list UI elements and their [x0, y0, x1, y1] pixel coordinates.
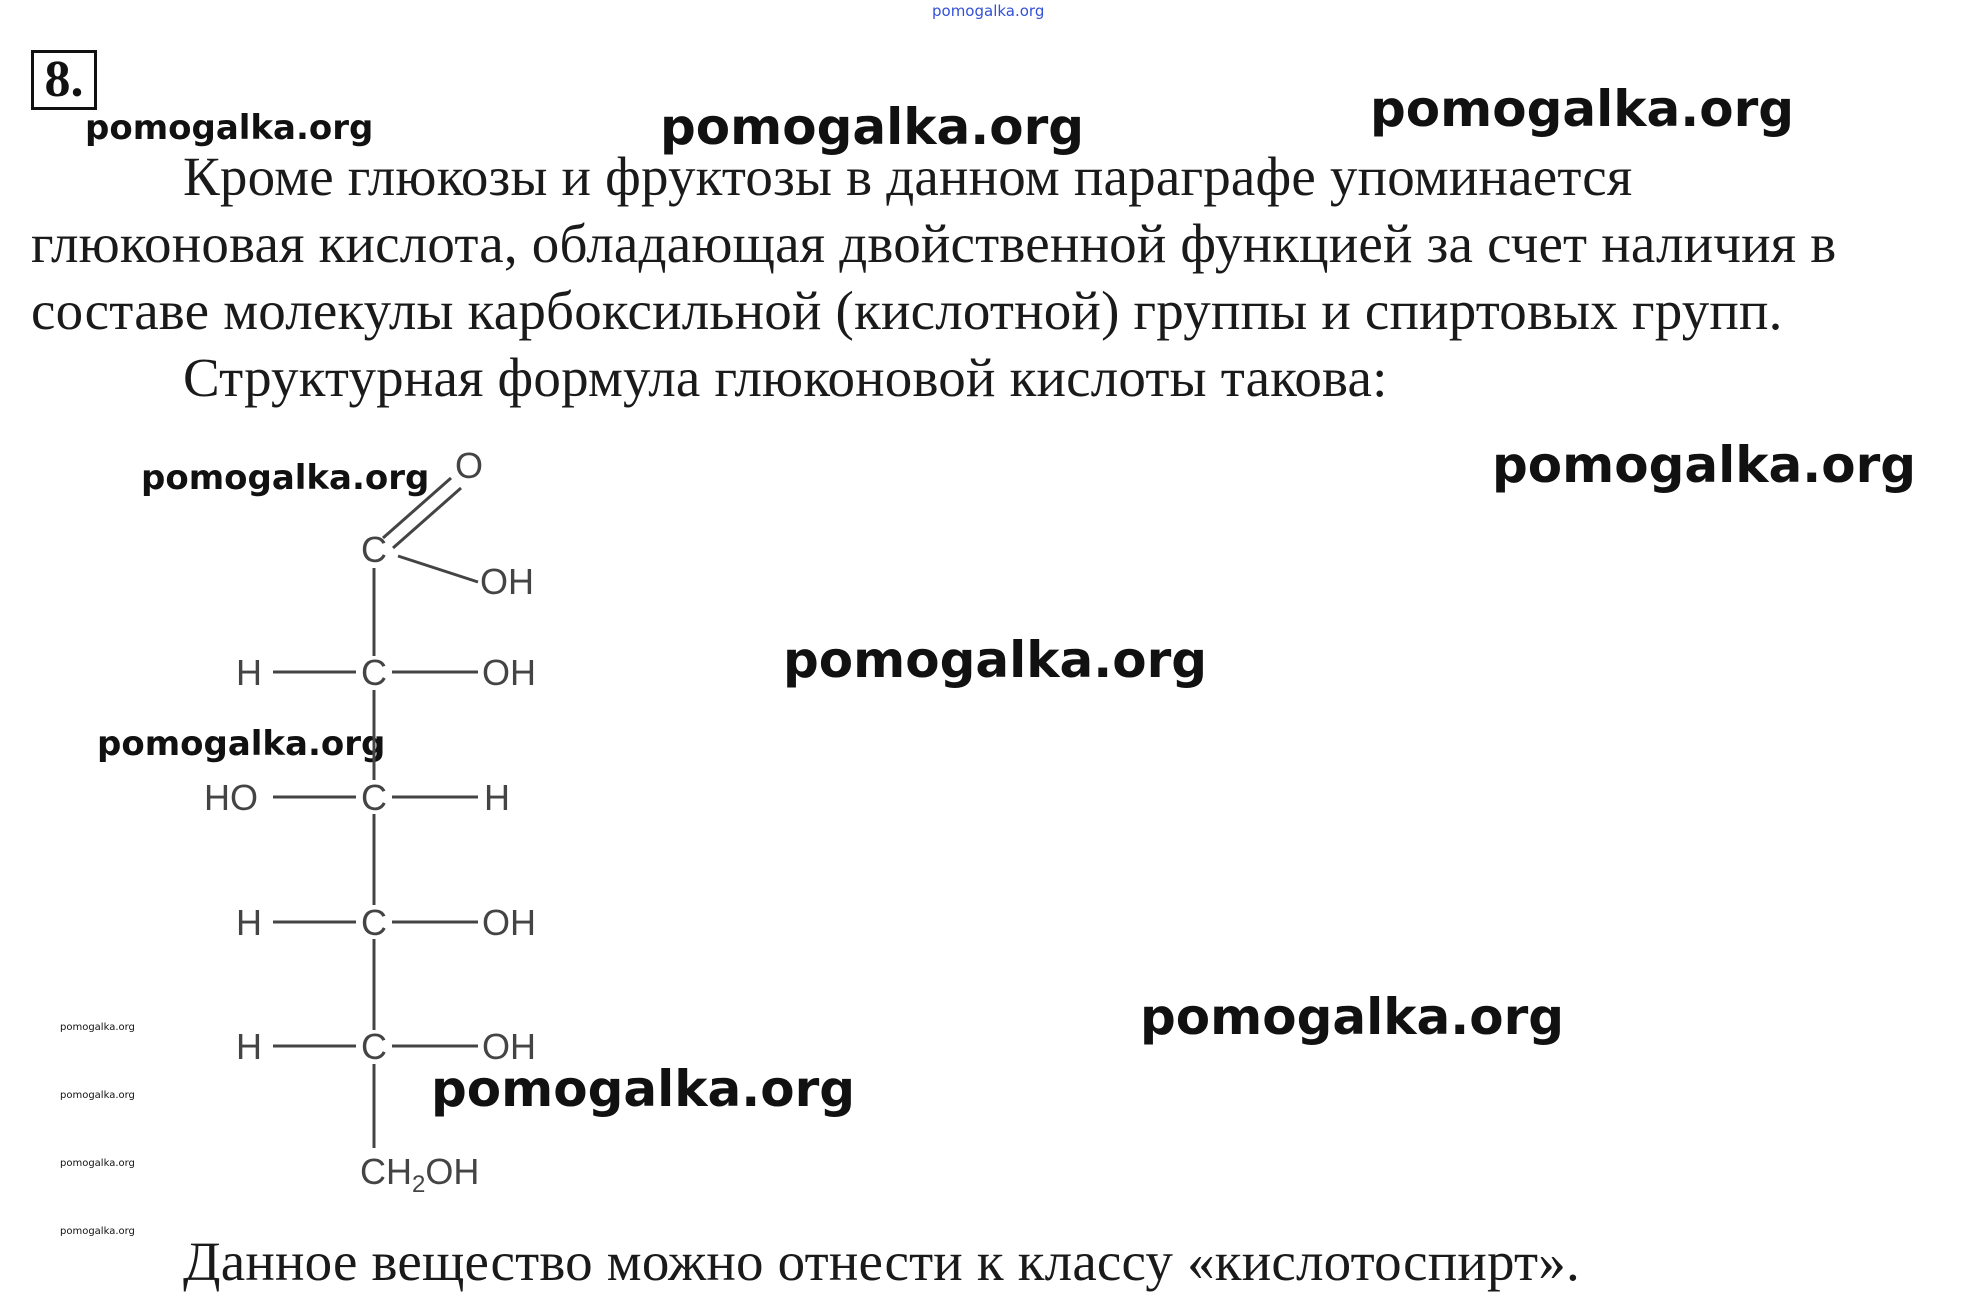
group-oh-r3: OH: [482, 902, 536, 943]
group-ch2oh: [360, 1151, 479, 1198]
subscript-2: 2: [412, 1171, 426, 1198]
watermark-small: pomogalka.org: [60, 1158, 135, 1169]
watermark: pomogalka.org: [431, 1060, 856, 1118]
atom-carbon-2: C: [361, 652, 387, 693]
watermark: pomogalka.org: [1492, 436, 1917, 494]
paragraph-line-3: составе молекулы карбоксильной (кислотной) группы и спиртовых групп.: [31, 280, 1783, 341]
atom-carbon-5: C: [361, 1026, 387, 1067]
task-number: 8.: [31, 50, 97, 110]
watermark: pomogalka.org: [1370, 80, 1795, 138]
atom-hydrogen-r1: H: [236, 652, 262, 693]
atom-oxygen: O: [455, 445, 484, 486]
watermark-small: pomogalka.org: [60, 1226, 135, 1237]
group-oh-carboxyl: OH: [480, 561, 534, 602]
c-oh-bond: [398, 556, 478, 582]
atom-hydrogen-r3: H: [236, 902, 262, 943]
watermark-small: pomogalka.org: [60, 1022, 135, 1033]
atom-carbon-4: C: [361, 902, 387, 943]
double-bond-line-1: [383, 478, 451, 538]
conclusion-line: Данное вещество можно отнести к классу «кислотоспирт».: [183, 1231, 1580, 1292]
group-oh-r1: OH: [482, 652, 536, 693]
double-bond-line-2: [393, 488, 461, 548]
group-ho-r2: HO: [204, 777, 258, 818]
atom-hydrogen-r2: H: [484, 777, 510, 818]
group-oh-r4: OH: [482, 1026, 536, 1067]
paragraph-line-4: Структурная формула глюконовой кислоты такова:: [183, 347, 1388, 408]
watermark: pomogalka.org: [660, 98, 1085, 156]
top-watermark: pomogalka.org: [932, 2, 1045, 20]
watermark-small: pomogalka.org: [60, 1090, 135, 1101]
ch-part: CH: [360, 1151, 412, 1192]
paragraph-line-2: глюконовая кислота, обладающая двойственной функцией за счет наличия в: [31, 213, 1837, 274]
watermark: pomogalka.org: [1140, 988, 1565, 1046]
watermark: pomogalka.org: [783, 631, 1208, 689]
oh-part: OH: [425, 1151, 480, 1192]
paragraph-line-1: Кроме глюкозы и фруктозы в данном параграфе упоминается: [183, 146, 1633, 207]
atom-carbon-3: C: [361, 777, 387, 818]
atom-hydrogen-r4: H: [236, 1026, 262, 1067]
watermark: pomogalka.org: [141, 458, 430, 498]
atom-carbon-1: C: [361, 529, 387, 570]
watermark: pomogalka.org: [97, 724, 386, 764]
watermark: pomogalka.org: [85, 108, 374, 148]
